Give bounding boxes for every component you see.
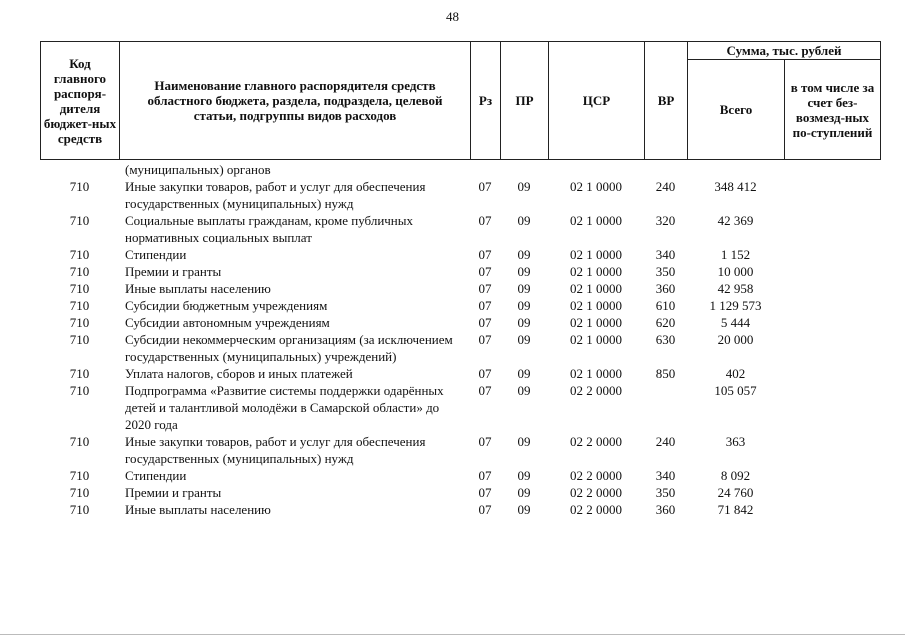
row-rz: 07 <box>478 332 492 347</box>
row-csr: 02 1 0000 <box>570 179 622 194</box>
row-rz: 07 <box>478 485 492 500</box>
table-row <box>40 331 880 365</box>
row-name: Уплата налогов, сборов и иных платежей <box>125 366 353 381</box>
row-pr: 09 <box>517 213 531 228</box>
row-code: 710 <box>69 502 90 517</box>
row-rz: 07 <box>478 247 492 262</box>
row-code: 710 <box>69 434 90 449</box>
row-total: 105 057 <box>714 383 757 398</box>
table-row <box>40 280 880 297</box>
row-pr: 09 <box>517 179 531 194</box>
header-sum-group: Сумма, тыс. рублей <box>688 42 881 60</box>
header-total: Всего <box>688 60 785 160</box>
row-code <box>40 161 119 178</box>
row-csr: 02 1 0000 <box>570 332 622 347</box>
page-number: 48 <box>446 9 459 24</box>
row-rz: 07 <box>478 213 492 228</box>
row-csr: 02 2 0000 <box>570 383 622 398</box>
table-row <box>40 467 880 484</box>
row-rz: 07 <box>478 502 492 517</box>
row-total: 5 444 <box>720 315 751 330</box>
row-total: 42 369 <box>717 213 754 228</box>
row-non-repayable <box>784 331 880 365</box>
row-total: 42 958 <box>717 281 754 296</box>
row-vr: 850 <box>655 366 676 381</box>
row-total: 363 <box>725 434 746 449</box>
row-csr: 02 1 0000 <box>570 366 622 381</box>
row-csr: 02 2 0000 <box>570 468 622 483</box>
row-code: 710 <box>69 213 90 228</box>
row-pr: 09 <box>517 383 531 398</box>
row-csr: 02 1 0000 <box>570 315 622 330</box>
row-total: 348 412 <box>714 179 757 194</box>
row-csr: 02 2 0000 <box>570 485 622 500</box>
row-vr: 350 <box>655 264 676 279</box>
row-vr: 240 <box>655 179 676 194</box>
row-rz: 07 <box>478 315 492 330</box>
row-non-repayable <box>784 178 880 212</box>
table-header <box>40 41 881 160</box>
header-code: Код главного распоря-дителя бюджет-ных средств <box>41 42 120 160</box>
row-name: Иные закупки товаров, работ и услуг для обеспечения государственных (муниципальных) нужд <box>125 434 426 466</box>
row-total: 10 000 <box>717 264 754 279</box>
row-code: 710 <box>69 332 90 347</box>
row-csr: 02 1 0000 <box>570 264 622 279</box>
row-csr: 02 2 0000 <box>570 434 622 449</box>
row-rz <box>470 161 500 178</box>
row-pr: 09 <box>517 264 531 279</box>
row-vr <box>644 161 687 178</box>
row-name: Премии и гранты <box>125 264 222 279</box>
row-rz: 07 <box>478 383 492 398</box>
row-vr: 630 <box>655 332 676 347</box>
table-row <box>40 246 880 263</box>
row-code: 710 <box>69 315 90 330</box>
row-name: Стипендии <box>125 468 187 483</box>
table-row <box>40 314 880 331</box>
row-vr: 340 <box>655 468 676 483</box>
row-name: Субсидии автономным учреждениям <box>125 315 330 330</box>
row-pr: 09 <box>517 468 531 483</box>
table-row <box>40 212 880 246</box>
row-vr: 240 <box>655 434 676 449</box>
row-code: 710 <box>69 468 90 483</box>
row-pr: 09 <box>517 332 531 347</box>
row-non-repayable <box>784 433 880 467</box>
row-name: Иные выплаты населению <box>125 502 271 517</box>
row-non-repayable <box>784 297 880 314</box>
row-total: 24 760 <box>717 485 754 500</box>
row-csr <box>548 161 644 178</box>
table-row <box>40 484 880 501</box>
row-total: 402 <box>725 366 746 381</box>
row-vr <box>644 382 687 433</box>
row-pr: 09 <box>517 298 531 313</box>
row-vr: 620 <box>655 315 676 330</box>
row-rz: 07 <box>478 298 492 313</box>
row-pr: 09 <box>517 366 531 381</box>
header-rz: Рз <box>471 42 501 160</box>
row-csr: 02 1 0000 <box>570 213 622 228</box>
row-non-repayable <box>784 212 880 246</box>
row-csr: 02 1 0000 <box>570 298 622 313</box>
row-non-repayable <box>784 501 880 518</box>
row-rz: 07 <box>478 366 492 381</box>
row-rz: 07 <box>478 468 492 483</box>
header-non-repayable: в том числе за счет без-возмезд-ных по-ступлений <box>785 60 881 160</box>
row-vr: 350 <box>655 485 676 500</box>
row-name: Иные закупки товаров, работ и услуг для обеспечения государственных (муниципальных) нужд <box>125 179 426 211</box>
row-code: 710 <box>69 383 90 398</box>
row-name: Стипендии <box>125 247 187 262</box>
header-name: Наименование главного распорядителя средств областного бюджета, раздела, подраздела, целевой статьи, подгруппы видов расходов <box>120 42 471 160</box>
table-row <box>40 501 880 518</box>
row-non-repayable <box>784 467 880 484</box>
row-non-repayable <box>784 280 880 297</box>
row-pr: 09 <box>517 485 531 500</box>
row-name: Иные выплаты населению <box>125 281 271 296</box>
header-vr: ВР <box>645 42 688 160</box>
row-csr: 02 2 0000 <box>570 502 622 517</box>
row-name: Подпрограмма «Развитие системы поддержки одарённых детей и талантливой молодёжи в Самарской области» до 2020 года <box>125 383 444 432</box>
row-code: 710 <box>69 298 90 313</box>
row-code: 710 <box>69 264 90 279</box>
page-edge-line <box>0 634 905 635</box>
row-name: Субсидии бюджетным учреждениям <box>125 298 328 313</box>
row-non-repayable <box>784 484 880 501</box>
row-vr: 360 <box>655 502 676 517</box>
row-csr: 02 1 0000 <box>570 247 622 262</box>
table-row <box>40 263 880 280</box>
row-rz: 07 <box>478 434 492 449</box>
row-pr: 09 <box>517 247 531 262</box>
row-vr: 320 <box>655 213 676 228</box>
row-non-repayable <box>784 314 880 331</box>
table-row <box>40 365 880 382</box>
row-code: 710 <box>69 281 90 296</box>
row-pr: 09 <box>517 434 531 449</box>
row-name: Субсидии некоммерческим организациям (за исключением государственных (муниципальных) учреждений) <box>125 332 453 364</box>
row-rz: 07 <box>478 264 492 279</box>
row-pr: 09 <box>517 502 531 517</box>
row-total: 71 842 <box>717 502 754 517</box>
table-row <box>40 382 880 433</box>
data-table <box>40 161 880 518</box>
table-row <box>40 297 880 314</box>
row-rz: 07 <box>478 179 492 194</box>
row-total: 20 000 <box>717 332 754 347</box>
row-total: 1 152 <box>720 247 751 262</box>
row-csr: 02 1 0000 <box>570 281 622 296</box>
row-pr: 09 <box>517 281 531 296</box>
row-name: Социальные выплаты гражданам, кроме публичных нормативных социальных выплат <box>125 213 413 245</box>
row-code: 710 <box>69 247 90 262</box>
table-row <box>40 161 880 178</box>
header-csr: ЦСР <box>549 42 645 160</box>
row-code: 710 <box>69 485 90 500</box>
header-pr: ПР <box>501 42 549 160</box>
row-rz: 07 <box>478 281 492 296</box>
row-vr: 610 <box>655 298 676 313</box>
row-non-repayable <box>784 246 880 263</box>
row-name: Премии и гранты <box>125 485 222 500</box>
row-non-repayable <box>784 263 880 280</box>
row-non-repayable <box>784 161 880 178</box>
row-non-repayable <box>784 382 880 433</box>
row-pr <box>500 161 548 178</box>
row-vr: 360 <box>655 281 676 296</box>
table-row <box>40 178 880 212</box>
row-name: (муниципальных) органов <box>125 162 271 177</box>
row-code: 710 <box>69 366 90 381</box>
row-total <box>687 161 784 178</box>
row-code: 710 <box>69 179 90 194</box>
row-vr: 340 <box>655 247 676 262</box>
row-total: 1 129 573 <box>709 298 762 313</box>
row-pr: 09 <box>517 315 531 330</box>
row-non-repayable <box>784 365 880 382</box>
row-total: 8 092 <box>720 468 751 483</box>
table-row <box>40 433 880 467</box>
